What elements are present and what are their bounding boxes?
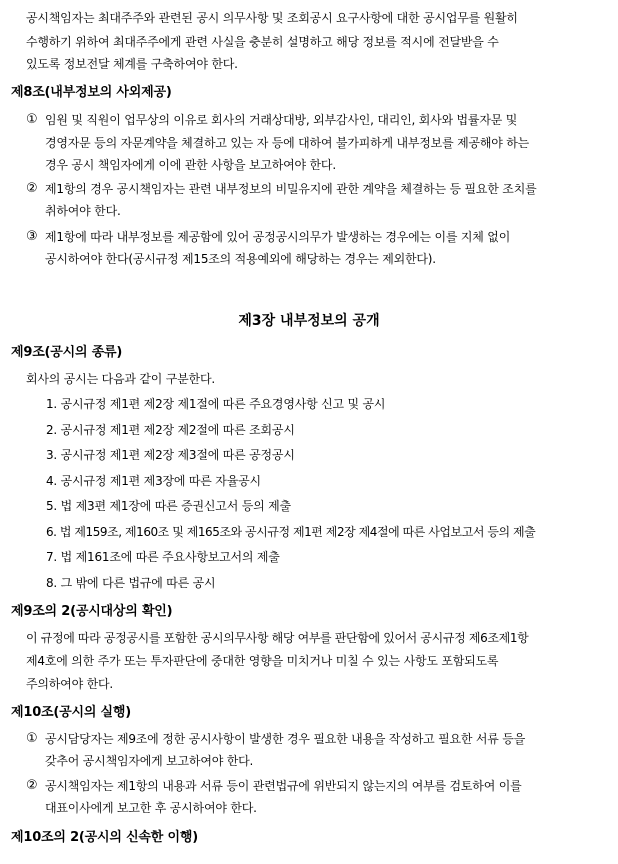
circled-number-2: ② (26, 181, 38, 196)
list-item: 8. 그 밖에 다른 법규에 따른 공시 (46, 576, 216, 590)
list-item: 3. 공시규정 제1편 제2장 제3절에 따른 공정공시 (46, 448, 295, 462)
article-9-2-line: 주의하여야 한다. (26, 677, 113, 691)
article-10-title: 제10조(공시의 실행) (11, 705, 132, 720)
article-10-item-1-line: 갖추어 공시책임자에게 보고하여야 한다. (45, 754, 254, 768)
list-item: 6. 법 제159조, 제160조 및 제165조와 공시규정 제1편 제2장 제4절에 따른 사업보고서 등의 제출 (46, 525, 536, 539)
article-10-item-1-line: 공시담당자는 제9조에 정한 공시사항이 발생한 경우 필요한 내용을 작성하고 필요한 서류 등을 (45, 732, 526, 746)
list-item: 2. 공시규정 제1편 제2장 제2절에 따른 조회공시 (46, 423, 295, 437)
circled-number-1: ① (26, 731, 38, 746)
list-item: 5. 법 제3편 제1장에 따른 증권신고서 등의 제출 (46, 499, 291, 513)
article-10-item-2-line: 대표이사에게 보고한 후 공시하여야 한다. (45, 801, 257, 815)
circled-number-3: ③ (26, 229, 38, 244)
circled-number-2: ② (26, 778, 38, 793)
article-9-2-line: 제4호에 의한 주가 또는 투자판단에 중대한 영향을 미치거나 미칠 수 있는 사항도 포함되도록 (26, 654, 499, 668)
article-10-item-2-line: 공시책임자는 제1항의 내용과 서류 등이 관련법규에 위반되지 않는지의 여부를 검토하여 이를 (45, 779, 522, 793)
article-8-item-2-line: 제1항의 경우 공시책임자는 관련 내부정보의 비밀유지에 관한 계약을 체결하는 등 필요한 조치를 (45, 182, 537, 196)
article-10-2-title: 제10조의 2(공시의 신속한 이행) (11, 830, 198, 845)
article-8-title: 제8조(내부정보의 사외제공) (11, 85, 172, 100)
circled-number-1: ① (26, 112, 38, 127)
intro-line: 있도록 정보전달 체계를 구축하여야 한다. (26, 57, 238, 71)
article-8-item-3-line: 제1항에 따라 내부정보를 제공함에 있어 공정공시의무가 발생하는 경우에는 이를 지체 없이 (45, 230, 511, 244)
article-9-2-title: 제9조의 2(공시대상의 확인) (11, 604, 173, 619)
chapter-3-title: 제3장 내부정보의 공개 (238, 313, 380, 329)
list-item: 4. 공시규정 제1편 제3장에 따른 자율공시 (46, 474, 261, 488)
article-9-intro: 회사의 공시는 다음과 같이 구분한다. (26, 372, 215, 386)
list-item: 1. 공시규정 제1편 제2장 제1절에 따른 주요경영사항 신고 및 공시 (46, 397, 386, 411)
article-8-item-1-line: 경우 공시 책임자에게 이에 관한 사항을 보고하여야 한다. (45, 158, 336, 172)
article-9-2-line: 이 규정에 따라 공정공시를 포함한 공시의무사항 해당 여부를 판단함에 있어서 공시규정 제6조제1항 (26, 631, 529, 645)
article-8-item-2-line: 취하여야 한다. (45, 204, 121, 218)
list-item: 7. 법 제161조에 따른 주요사항보고서의 제출 (46, 550, 280, 564)
article-8-item-3-line: 공시하여야 한다(공시규정 제15조의 적용예외에 해당하는 경우는 제외한다). (45, 252, 436, 266)
intro-line: 수행하기 위하여 최대주주에게 관련 사실을 충분히 설명하고 해당 정보를 적시에 전달받을 수 (26, 35, 499, 49)
article-8-item-1-line: 경영자문 등의 자문계약을 체결하고 있는 자 등에 대하여 불가피하게 내부정보를 제공해야 하는 (45, 136, 530, 150)
article-8-item-1-line: 임원 및 직원이 업무상의 이유로 회사의 거래상대방, 외부감사인, 대리인, 회사와 법률자문 및 (45, 113, 518, 127)
article-9-title: 제9조(공시의 종류) (11, 345, 123, 360)
intro-line: 공시책임자는 최대주주와 관련된 공시 의무사항 및 조회공시 요구사항에 대한 공시업무를 원활히 (26, 11, 518, 25)
